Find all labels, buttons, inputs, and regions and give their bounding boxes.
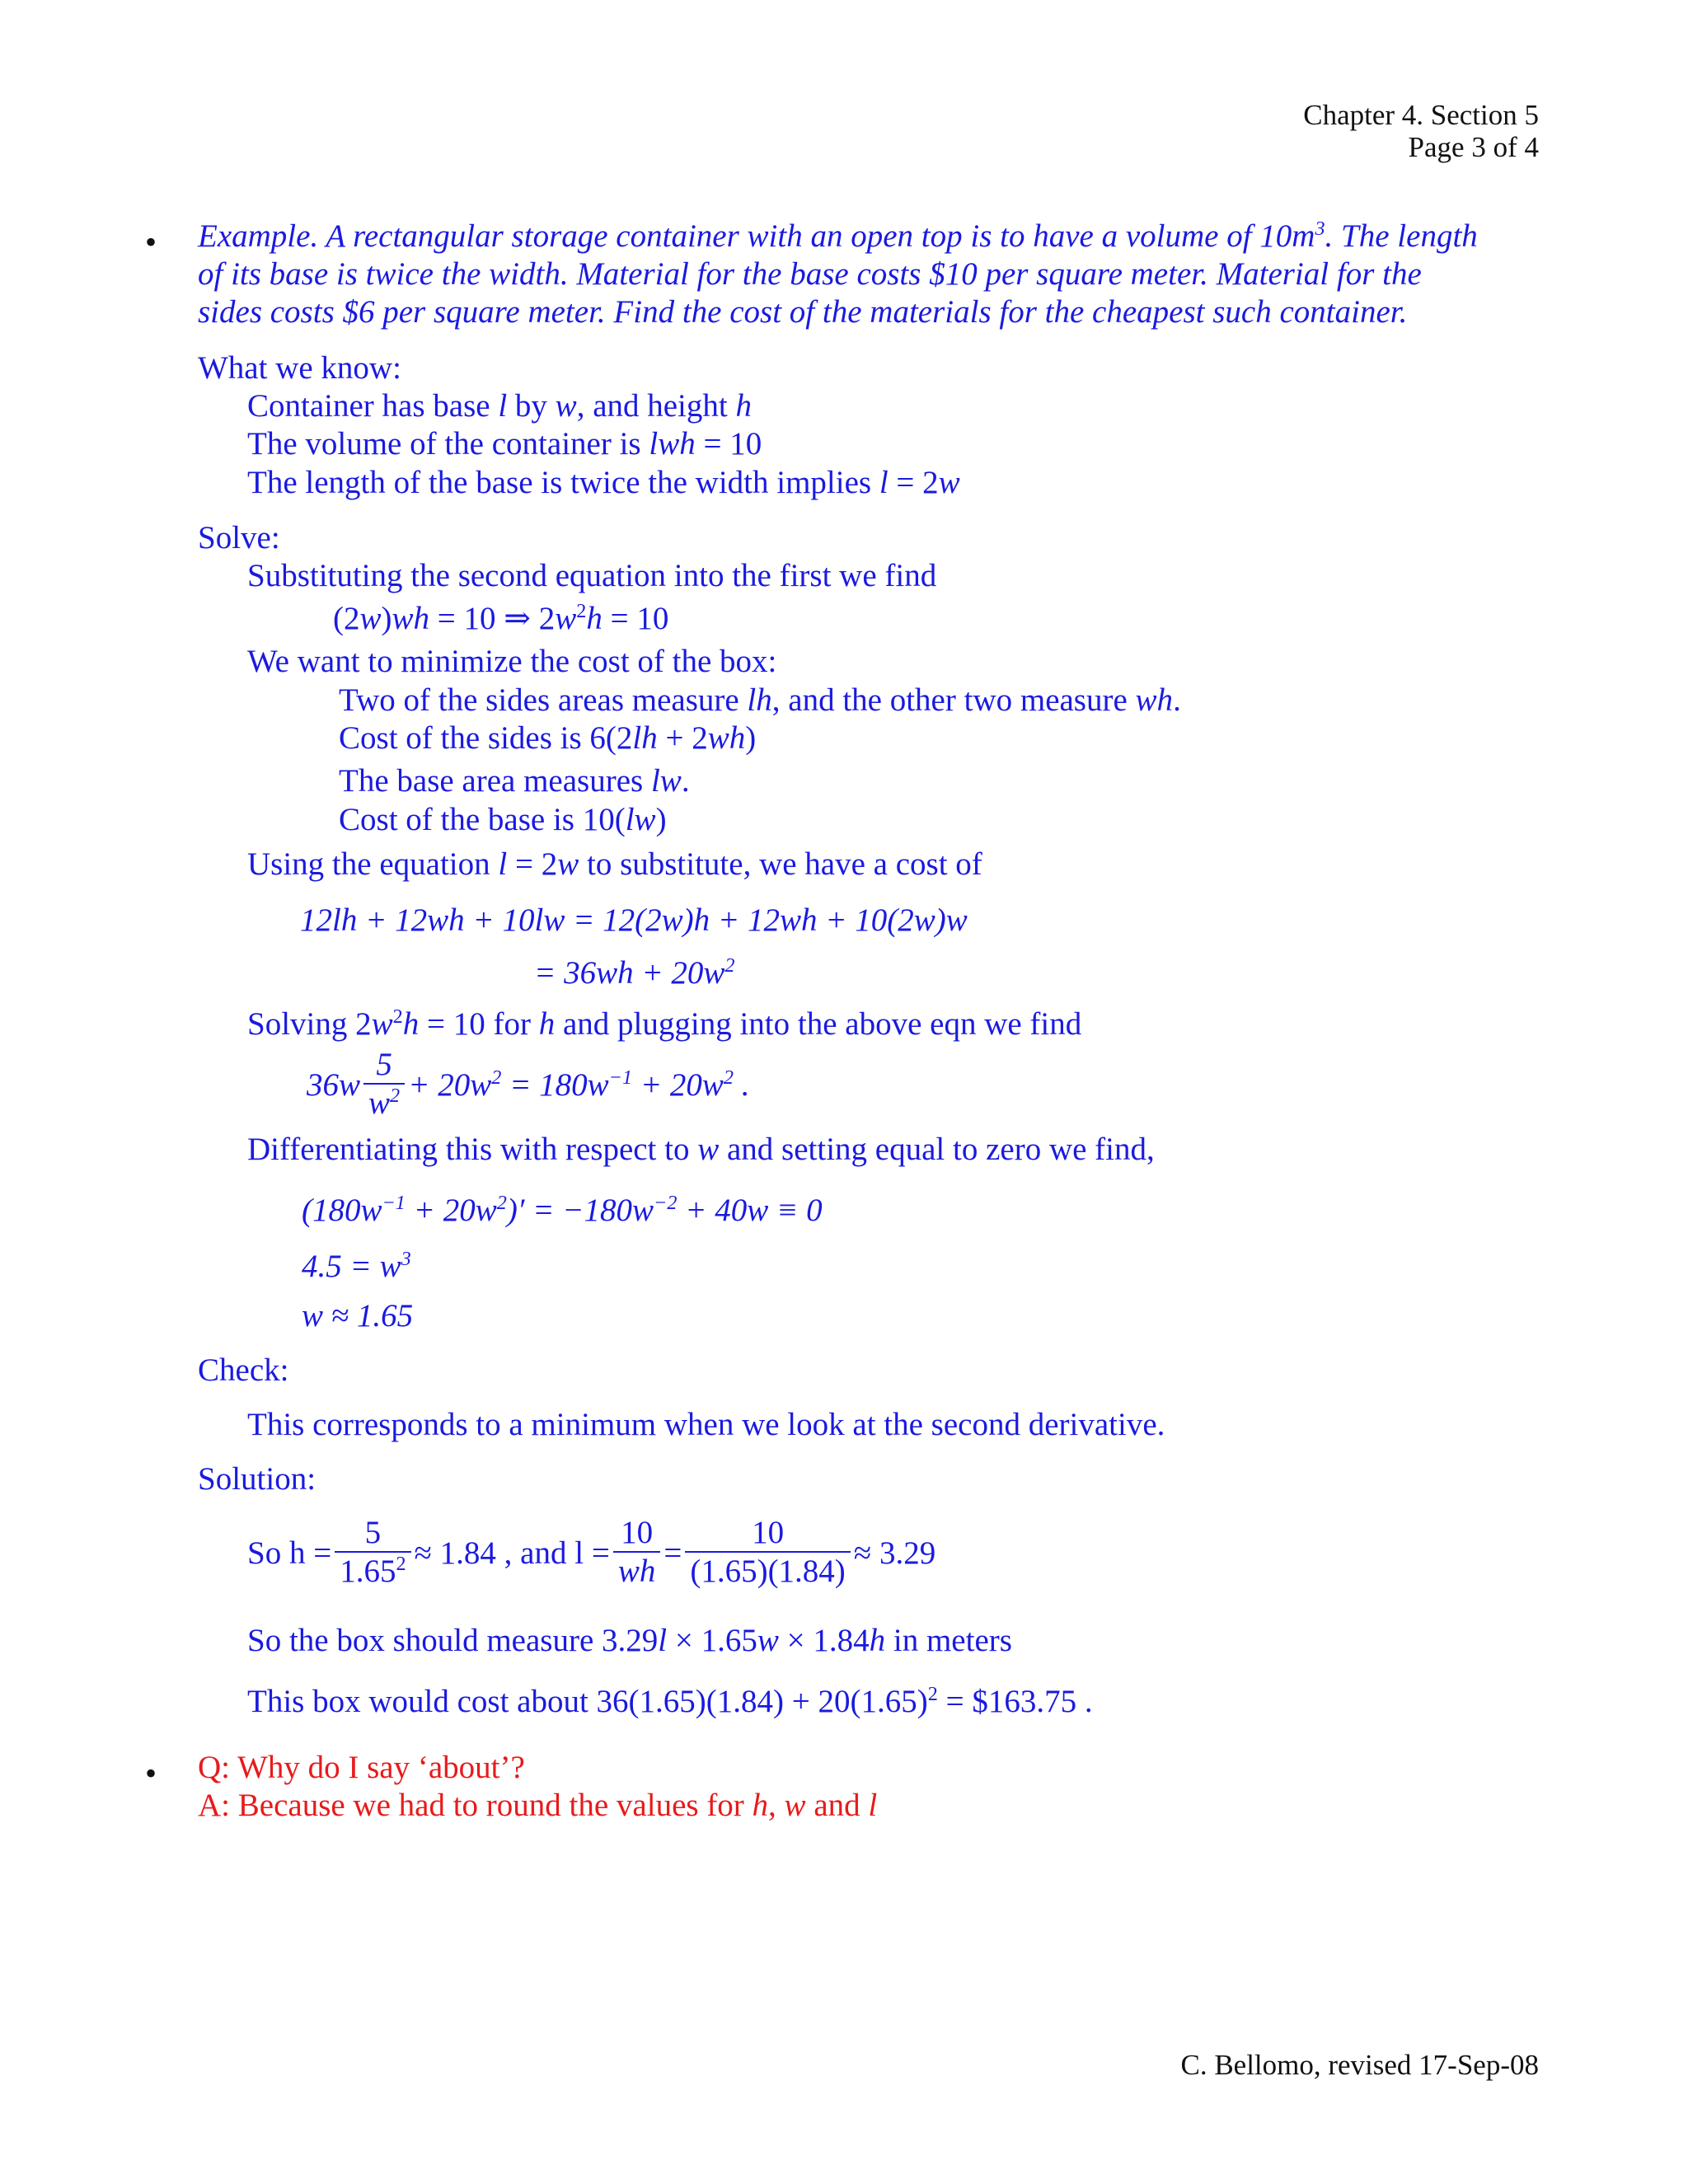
solve-line-substitute: Substituting the second equation into the first we find: [247, 558, 937, 593]
bullet-question: •: [145, 1755, 157, 1792]
fraction-1-denominator: 1.65$^2$: [335, 1551, 410, 1591]
solve-line-differentiating: Differentiating this with respect to w and setting equal to zero we find,: [247, 1132, 1155, 1167]
equation-4: 36w $\frac{5}{w^2}$ + $20w^2 = 180w^{-1} + 20w^2$ .: [307, 1047, 750, 1121]
equation-7: w ≈ 1.65: [302, 1298, 414, 1333]
equation-2: 12lh + 12wh + 10lw = 12(2w)h + 12wh + 10(2w)w: [300, 902, 968, 938]
solution-equation: So h = $\frac{5}{1.65^2}$ ≈ 1.84 , and l = $\frac{10}{wh}$ = $\frac{10}{(1.65)(1.84)}$ ≈ 3.29: [247, 1515, 936, 1589]
page-header: [1303, 99, 1539, 163]
fraction-2-denominator: wh: [613, 1551, 661, 1591]
know-line-3: The length of the base is twice the width implies l = 2w: [247, 465, 960, 500]
solve-line-sides-areas: Two of the sides areas measure lh, and the other two measure wh.: [339, 682, 1181, 718]
fraction-2-numerator: 10: [621, 1515, 654, 1550]
eq4-numerator: 5: [376, 1047, 392, 1082]
page-footer: C. Bellomo, revised 17-Sep-08: [1180, 2049, 1539, 2081]
know-line-2: The volume of the container is lwh = 10: [247, 426, 762, 462]
example-line-2: of its base is twice the width. Material for the base costs $10 per square meter. Material for the: [198, 256, 1422, 292]
fraction-1-numerator: 5: [364, 1515, 382, 1550]
solution-heading: Solution:: [198, 1461, 316, 1497]
solution-cost: This box would cost about $36(1.65)(1.84) + 20(1.65)^2$ = $163.75 .: [247, 1683, 1093, 1719]
fraction-3-numerator: 10: [752, 1515, 785, 1550]
answer-text: A: Because we had to round the values for h, w and l: [198, 1788, 878, 1823]
bullet-example: •: [145, 223, 157, 260]
solution-box-dimensions: So the box should measure 3.29l × 1.65w × 1.84h in meters: [247, 1623, 1012, 1658]
solve-line-base-cost: Cost of the base is 10(lw): [339, 802, 667, 837]
question-text: Q: Why do I say ‘about’?: [198, 1750, 525, 1785]
know-line-1: Container has base l by w, and height h: [247, 388, 752, 424]
solve-line-solving: Solving $2w^2h = 10$ for h and plugging into the above eqn we find: [247, 1005, 1082, 1042]
equation-1: (2w)wh = 10 ⇒ $2w^2h = 10$: [333, 600, 669, 636]
solve-line-minimize: We want to minimize the cost of the box:: [247, 644, 777, 679]
solve-line-using-equation: Using the equation l = 2w to substitute, we have a cost of: [247, 846, 982, 882]
check-text: This corresponds to a minimum when we look at the second derivative.: [247, 1407, 1165, 1442]
equation-6: $4.5 = w^3$: [302, 1248, 411, 1284]
example-line-1: Example. A rectangular storage container with an open top is to have a volume of $10m^3$. The length: [198, 218, 1478, 254]
example-line-3: sides costs $6 per square meter. Find the cost of the materials for the cheapest such container.: [198, 294, 1408, 330]
fraction-3-denominator: (1.65)(1.84): [685, 1551, 850, 1591]
equation-5: $(180w^{-1} + 20w^2)' = -180w^{-2} + 40w \equiv 0$: [302, 1192, 823, 1228]
equation-3: = $36wh + 20w^2$: [534, 954, 735, 991]
solve-heading: Solve:: [198, 520, 280, 555]
know-heading: What we know:: [198, 350, 401, 386]
solve-line-base-area: The base area measures lw.: [339, 763, 690, 799]
solve-line-sides-cost: Cost of the sides is 6(2lh + 2wh): [339, 720, 757, 756]
check-heading: Check:: [198, 1352, 289, 1388]
eq4-denominator: $w^2$: [363, 1083, 405, 1122]
chapter-section: Chapter 4. Section 5: [1303, 99, 1539, 131]
page-number: Page 3 of 4: [1408, 131, 1539, 163]
